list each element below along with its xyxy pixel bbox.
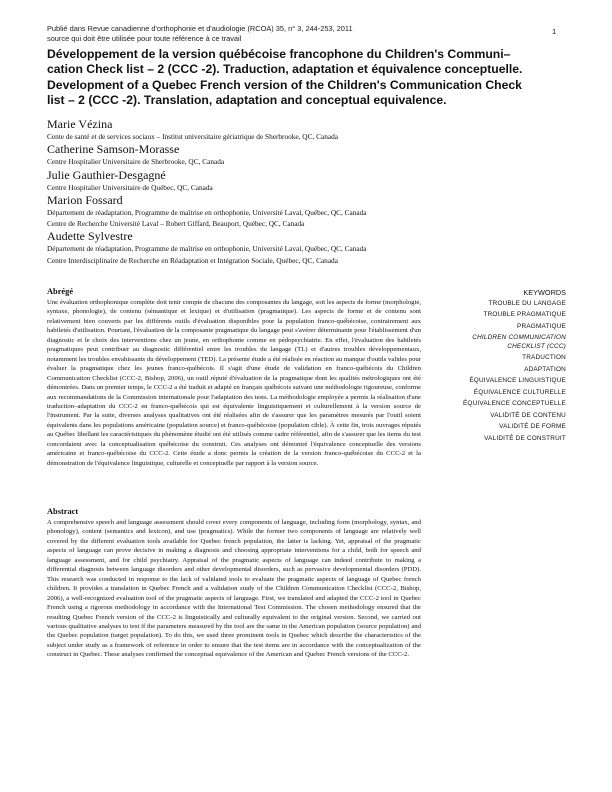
author-affiliation: Département de réadaptation, Programme de maîtrise en orthophonie, Université Laval, Québec, QC, Canada <box>47 207 367 217</box>
abstract-heading: Abrégé <box>47 287 74 296</box>
keyword-item: ÉQUIVALENCE LINGUISTIQUE <box>469 377 566 385</box>
keyword-item: ÉQUIVALENCE CULTURELLE <box>473 388 566 396</box>
author-affiliation: Centre de Recherche Université Laval – Robert Giffard, Beauport, Québec, QC, Canada <box>47 219 305 229</box>
citation-note: source qui doit être utilisée pour toute référence à ce travail <box>47 34 242 43</box>
keyword-item: VALIDITÉ DE FORME <box>499 423 566 431</box>
keyword-item: VALIDITÉ DE CONSTRUIT <box>484 434 566 442</box>
author-block <box>47 142 567 167</box>
author-affiliation: Cente de santé et de services sociaux – Institut universitaire gériatrique de Sherbrooke, QC, Canada <box>47 132 338 141</box>
abstract-english <box>47 506 421 660</box>
keyword-item: TROUBLE PRAGMATIQUE <box>483 311 566 319</box>
keyword-item: VALIDITÉ DE CONTENU <box>490 411 566 419</box>
author-name: Marion Fossard <box>47 192 123 207</box>
keyword-item: ÉQUIVALENCE CONCEPTUELLE <box>462 400 566 408</box>
abstract-body: Une évaluation orthophonique complète doit tenir compte de chacune des composantes du langage, soit les aspects de forme (morphologie, syntaxe, phonologie), de contenu (sémantique et lexique) et d'utilisation (pragmatique). Les aspects de forme et de contenu sont relativement bien couverts par les différents outils d'évaluation disponibles pour la population franco-québécoise, contrairement aux habiletés d'utilisation. Pourtant, l'évaluation de la composante pragmatique du langage peut s'avérer déterminante pour l'établissement d'un diagnostic et le choix des interventions chez un jeune, en orthophonie comme en pédopsychiatrie. En effet, l'évaluation des habiletés pragmatiques peut contribuer au diagnostic différentiel entre les troubles du langage (TL) et d'autres troubles développementaux, notamment les troubles envahissants du développement (TED). La présente étude a été réalisée en réaction au manque d'outils valides pour évaluer la pragmatique chez les jeunes franco-québécois. Il s'agit d'une étude de validation en franco-québécois du Children Communication Checklist (CCC-2, Bishop, 2006), un outil réputé d'évaluation de la pragmatique dont les qualités métrologiques ont été démontrées. Dans un premier temps, le CCC-2 a été traduit et adapté en français québécois suivant une méthodologie rigoureuse, conforme aux recommandations de la Commission internationale pour l'adaptation des tests. La méthodologie employée a permis la réalisation d'une traduction–adaptation du CCC-2 en franco-québécois qui est équivalente linguistiquement et culturellement à la version source de l'instrument. Par la suite, diverses analyses qualitatives ont été réalisées afin de s'assurer que les paramètres mesurés par l'outil soient équivalents dans les populations américaine (population source) et franco-québécoise (population cible). À cette fin, trois ouvrages réputés au Québec libellant les caractéristiques du phénomène étudié ont été utilisés comme cadre référentiel, afin de s'assurer que les items du test concordaient avec la conceptualisation québécoise du construit. Ces analyses ont démontré l'équivalence conceptuelle des versions américaine et franco-québécoise du CCC-2. Cette étude a donc permis la création de la version franco-québécoise du CCC-2 et la démonstration de l'équivalence linguistique, culturelle et conceptuelle par rapport à la version source. <box>47 299 421 467</box>
author-name: Julie Gauthier-Desgagné <box>47 167 166 182</box>
author-block <box>47 117 567 142</box>
title-line: Development of a Quebec French version of the Children's Communication Check <box>47 77 522 92</box>
keywords-panel <box>440 288 566 446</box>
author-name: Catherine Samson-Morasse <box>47 142 180 157</box>
abstract-body: A comprehensive speech and language assessment should cover every components of language, including form (morphology, syntax, and phonology), content (semantics and lexicon), and use (pragmatics). While the former two components of language are relatively well covered by the different evaluation tools available for Quebec french population, the latter is lacking. Yet, appraisal of the pragmatic aspects of language can prove decisive in making a diagnosis and choosing appropriate interventions for a child, both for speech and language assessment, and for child psychiatry. Appraisal of the pragmatic aspects of language can indeed contribute to making a differential diagnosis between language disorders and other developmental disorders, such as pervasive developmental disorders (PDD). This research was conducted in response to the lack of validated tools to evaluate the pragmatic aspects of language of Quebec french children. It provides a translation in Quebec French and a validation study of the Children Communication Checklist (CCC-2, Bishop, 2006), a well-recognized evaluation tool of the pragmatic aspects of language. First, we translated and adapted the CCC-2 tool in Quebec French using a rigorous methodology in accordance with the International Test Commission. The chosen methodology ensured that the resulting Quebec French version of the CCC-2 is linguistically and culturally equivalent to the original version. Second, we carried out various qualitative analyses to test if the parameters measured by the tool are the same in the American population (source population) and the Quebec population (target population). To do this, we used three prominent tools in Quebec which describe the characteristics of the subject under study as a framework of reference in order to ensure that the test items are in accordance with the conceptualization of the construct in Quebec. These analyses confirmed the conceptual equivalence of the American and Quebec French versions of the CCC-2. <box>47 519 421 659</box>
author-affiliation: Département de réadaptation, Programme de maîtrise en orthophonie, Université Laval, Québec, QC, Canada <box>47 244 367 254</box>
keyword-item: PRAGMATIQUE <box>517 322 566 330</box>
author-affiliation: Centre Hospitalier Universitaire de Sherbrooke, QC, Canada <box>47 157 225 167</box>
author-block <box>47 193 567 230</box>
title-line: Développement de la version québécoise francophone du Children's Communi– <box>47 47 511 61</box>
paper-title <box>47 47 567 109</box>
author-list <box>47 117 567 266</box>
author-affiliation: Centre Hospitalier Universitaire de Québec, QC, Canada <box>47 182 213 192</box>
author-affiliation: Centre Interdisciplinaire de Recherche en Réadaptation et Intégration Sociale, Québec, QC, Canada <box>47 255 338 265</box>
keyword-item: CHILDREN COMMUNICATION CHECKLIST (CCC) <box>472 334 566 350</box>
author-name: Marie Vézina <box>47 117 113 131</box>
author-block <box>47 168 567 193</box>
author-block <box>47 229 567 266</box>
author-name: Audette Sylvestre <box>47 229 133 244</box>
abstract-french <box>47 286 421 468</box>
page-number: 1 <box>552 27 557 36</box>
abstract-heading: Abstract <box>47 507 79 516</box>
title-line: list – 2 (CCC -2). Translation, adaptation and conceptual equivalence. <box>47 93 447 108</box>
publication-line: Publié dans Revue canadienne d'orthophonie et d'audiologie (RCOA) 35, n° 3, 244-253, 2011 <box>47 24 353 33</box>
keywords-heading: KEYWORDS <box>523 288 566 297</box>
keyword-item: TRADUCTION <box>522 354 566 362</box>
publication-info <box>47 24 353 44</box>
keyword-item: ADAPTATION <box>524 365 566 373</box>
title-line: cation Check list – 2 (CCC -2). Traduction, adaptation et équivalence conceptuelle. <box>47 62 523 77</box>
keyword-item: TROUBLE DU LANGAGE <box>488 300 566 307</box>
